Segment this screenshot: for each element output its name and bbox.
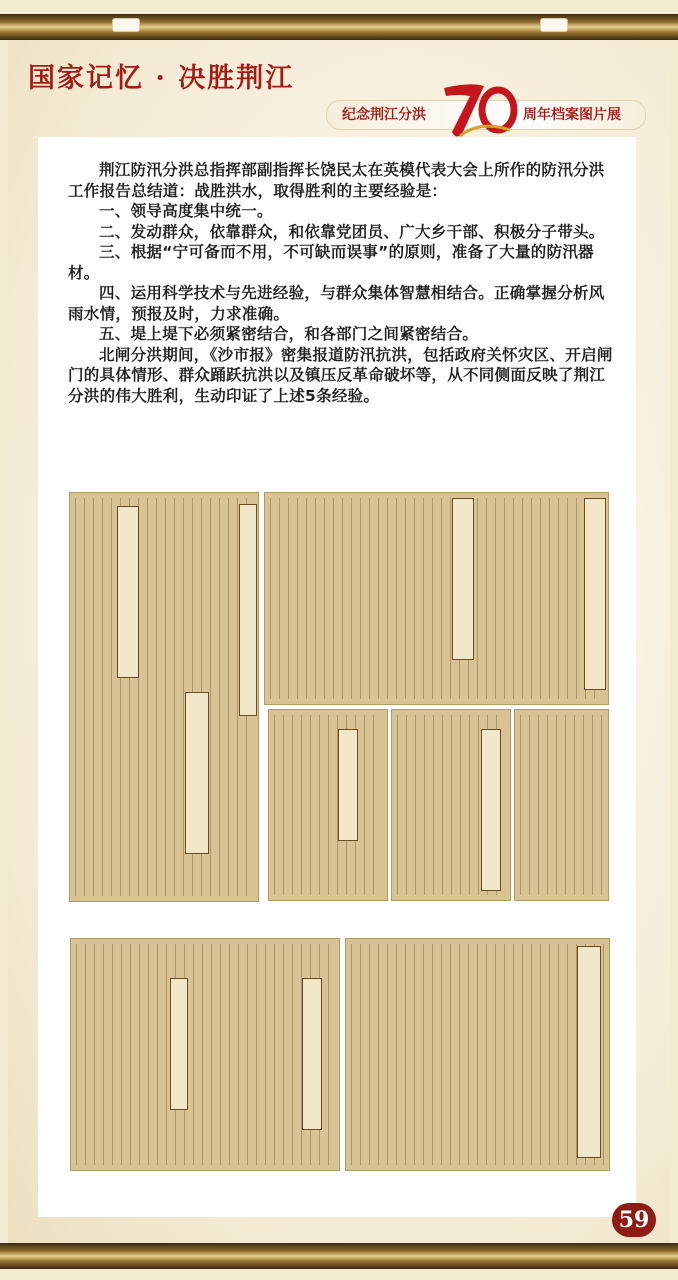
newspaper-clipping-5 xyxy=(514,709,609,901)
scroll-rod-top xyxy=(0,14,678,40)
paragraph-point-2: 二、发动群众，依靠群众，和依靠党团员、广大乡干部、积极分子带头。 xyxy=(99,222,605,241)
paragraph-conclusion: 北闸分洪期间，《沙市报》密集报道防汛抗洪，包括政府关怀灾区、开启闸门的具体情形、群众踊跃抗洪以及镇压反革命破坏等，从不同侧面反映了荆江分洪的伟大胜利，生动印证了上述5条经验。 xyxy=(68,345,613,405)
newspaper-clipping-2 xyxy=(264,492,609,705)
hanger-hook-right xyxy=(540,18,568,32)
paragraph-point-5: 五、堤上堤下必须紧密结合，和各部门之间紧密结合。 xyxy=(99,325,479,343)
hanger-hook-left xyxy=(112,18,140,32)
paragraph-point-3: 三、根据“宁可备而不用，不可缺而误事”的原则，准备了大量的防汛器材。 xyxy=(68,243,594,282)
subtitle-right: 周年档案图片展 xyxy=(523,107,621,123)
main-title: 国家记忆 · 决胜荆江 xyxy=(28,63,295,94)
paragraph-point-4: 四、运用科学技术与先进经验，与群众集体智慧相结合。正确掌握分析风雨水情，预报及时，力求准确。 xyxy=(68,284,605,323)
newspaper-clipping-6 xyxy=(70,938,340,1171)
paragraph-intro: 荆江防汛分洪总指挥部副指挥长饶民太在英模代表大会上所作的防汛分洪工作报告总结道：战胜洪水，取得胜利的主要经验是： xyxy=(68,161,605,200)
paragraph-point-1: 一、领导高度集中统一。 xyxy=(99,202,273,220)
report-text xyxy=(68,160,614,406)
scroll-rod-bottom xyxy=(0,1243,678,1269)
newspaper-clipping-7 xyxy=(345,938,610,1171)
newspaper-clipping-4 xyxy=(391,709,511,901)
page-number-badge: 59 xyxy=(612,1203,656,1237)
subtitle-left: 纪念荆江分洪 xyxy=(342,107,426,123)
anniversary-70-logo xyxy=(440,80,522,142)
newspaper-clipping-3 xyxy=(268,709,388,901)
newspaper-clipping-1 xyxy=(69,492,259,902)
